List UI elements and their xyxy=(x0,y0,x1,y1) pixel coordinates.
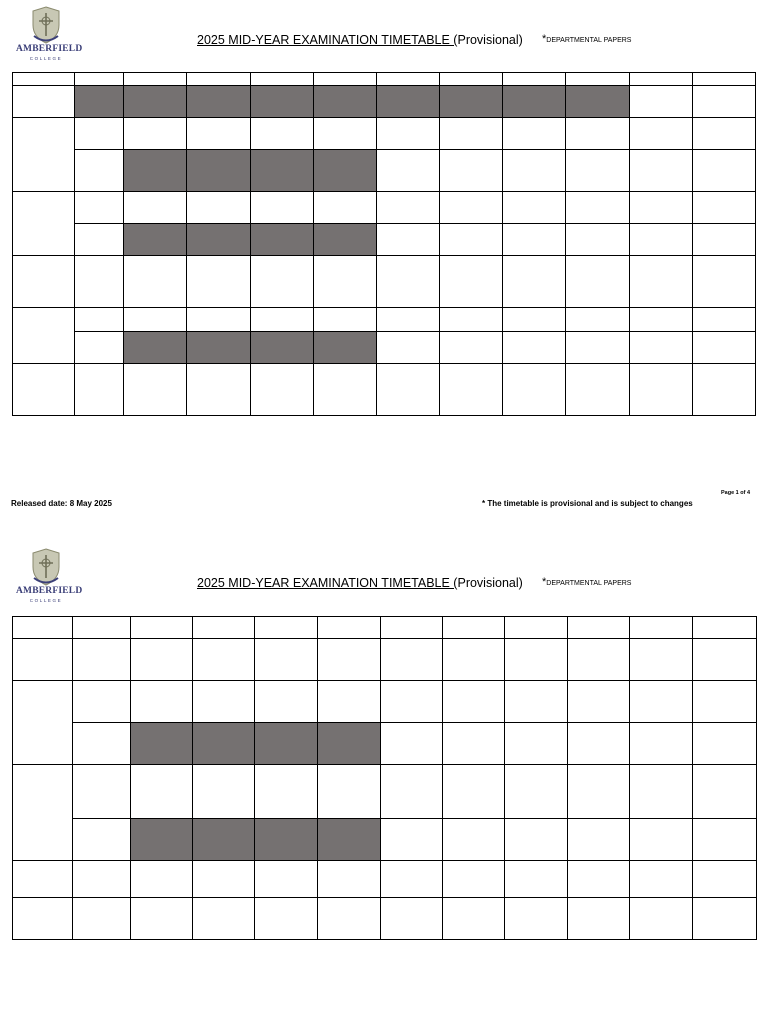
table-row xyxy=(13,256,756,308)
dept-text: DEPARTMENTAL PAPERS xyxy=(546,37,632,44)
table-cell xyxy=(131,861,193,898)
table-cell xyxy=(381,639,443,681)
table-cell xyxy=(440,192,503,224)
table-cell xyxy=(75,150,124,192)
table-cell xyxy=(566,224,629,256)
header-cell xyxy=(193,617,255,639)
table-cell xyxy=(131,765,193,819)
page-title xyxy=(197,576,523,590)
shaded-cell xyxy=(313,224,376,256)
table-cell xyxy=(250,308,313,332)
table-cell xyxy=(566,150,629,192)
header-cell xyxy=(376,73,439,86)
shaded-cell xyxy=(503,86,566,118)
table-cell xyxy=(503,256,566,308)
departmental-papers-label xyxy=(542,576,631,588)
shaded-cell xyxy=(193,723,255,765)
shaded-cell xyxy=(187,224,250,256)
shaded-cell xyxy=(187,332,250,364)
school-subtitle: COLLEGE xyxy=(29,56,63,61)
table-cell xyxy=(187,118,250,150)
table-cell xyxy=(629,192,692,224)
day-cell xyxy=(13,118,75,192)
table-cell xyxy=(376,364,439,416)
header-cell xyxy=(255,617,318,639)
table-cell xyxy=(566,118,629,150)
released-date: Released date: 8 May 2025 xyxy=(11,499,112,508)
header-cell xyxy=(250,73,313,86)
table-cell xyxy=(255,681,318,723)
table-cell xyxy=(75,224,124,256)
table-cell xyxy=(193,898,255,940)
table-row xyxy=(13,723,757,765)
table-cell xyxy=(692,224,755,256)
table-cell xyxy=(443,723,505,765)
shaded-cell xyxy=(131,723,193,765)
header-cell xyxy=(629,73,692,86)
table-cell xyxy=(73,681,131,723)
table-row xyxy=(13,681,757,723)
page-number: Page 1 of 4 xyxy=(721,490,751,496)
table-cell xyxy=(566,332,629,364)
shaded-cell xyxy=(131,819,193,861)
table-cell xyxy=(568,681,630,723)
table-row xyxy=(13,118,756,150)
table-cell xyxy=(318,861,381,898)
school-subtitle: COLLEGE xyxy=(29,598,63,603)
page-title xyxy=(197,33,523,47)
table-cell xyxy=(318,765,381,819)
dept-text: DEPARTMENTAL PAPERS xyxy=(546,580,632,587)
table-row xyxy=(13,639,757,681)
shield-crest-icon xyxy=(30,6,62,44)
table-cell xyxy=(313,118,376,150)
table-cell xyxy=(630,765,693,819)
day-cell xyxy=(13,861,73,898)
shaded-cell xyxy=(187,150,250,192)
table-cell xyxy=(75,364,124,416)
table-cell xyxy=(505,639,568,681)
table-row xyxy=(13,364,756,416)
table-cell xyxy=(505,898,568,940)
table-cell xyxy=(692,308,755,332)
table-cell xyxy=(566,192,629,224)
shaded-cell xyxy=(124,86,187,118)
table-row xyxy=(13,224,756,256)
shaded-cell xyxy=(313,150,376,192)
table-cell xyxy=(73,861,131,898)
table-cell xyxy=(503,118,566,150)
table-cell xyxy=(131,898,193,940)
table-cell xyxy=(131,639,193,681)
table-cell xyxy=(568,639,630,681)
shaded-cell xyxy=(318,723,381,765)
day-cell xyxy=(13,86,75,118)
table-cell xyxy=(568,765,630,819)
table-cell xyxy=(381,681,443,723)
shaded-cell xyxy=(376,86,439,118)
table-cell xyxy=(187,192,250,224)
table-cell xyxy=(255,898,318,940)
shaded-cell xyxy=(250,86,313,118)
table-cell xyxy=(443,765,505,819)
table-cell xyxy=(313,364,376,416)
table-cell xyxy=(505,861,568,898)
table-cell xyxy=(381,819,443,861)
day-cell xyxy=(13,898,73,940)
table-cell xyxy=(505,723,568,765)
table-cell xyxy=(692,332,755,364)
table-cell xyxy=(440,118,503,150)
header-cell xyxy=(73,617,131,639)
shaded-cell xyxy=(313,332,376,364)
school-name: AMBERFIELD xyxy=(16,44,83,54)
table-cell xyxy=(381,861,443,898)
table-cell xyxy=(381,898,443,940)
table-cell xyxy=(443,639,505,681)
table-cell xyxy=(255,861,318,898)
table-row xyxy=(13,192,756,224)
shaded-cell xyxy=(124,224,187,256)
table-cell xyxy=(250,118,313,150)
table-cell xyxy=(250,256,313,308)
table-cell xyxy=(505,819,568,861)
shaded-cell xyxy=(255,723,318,765)
table-cell xyxy=(73,765,131,819)
table-cell xyxy=(376,150,439,192)
school-logo xyxy=(16,548,83,604)
table-cell xyxy=(255,639,318,681)
header-cell xyxy=(503,73,566,86)
table-cell xyxy=(692,364,755,416)
timetable-grid-page-2 xyxy=(12,616,757,940)
table-row xyxy=(13,86,756,118)
table-cell xyxy=(381,723,443,765)
table-cell xyxy=(630,723,693,765)
asterisk-marker: * xyxy=(542,576,547,588)
title-underlined: 2025 MID-YEAR EXAMINATION TIMETABLE ( xyxy=(197,576,458,590)
table-cell xyxy=(503,332,566,364)
table-cell xyxy=(75,118,124,150)
table-row xyxy=(13,150,756,192)
day-cell xyxy=(13,681,73,765)
shield-crest-icon xyxy=(30,548,62,586)
shaded-cell xyxy=(250,224,313,256)
table-cell xyxy=(693,819,757,861)
table-cell xyxy=(313,256,376,308)
table-row xyxy=(13,861,757,898)
table-cell xyxy=(503,308,566,332)
table-cell xyxy=(568,861,630,898)
shaded-cell xyxy=(440,86,503,118)
table-cell xyxy=(692,118,755,150)
header-cell xyxy=(313,73,376,86)
table-cell xyxy=(250,364,313,416)
table-cell xyxy=(124,118,187,150)
table-cell xyxy=(73,723,131,765)
table-cell xyxy=(73,639,131,681)
header-cell xyxy=(568,617,630,639)
table-cell xyxy=(131,681,193,723)
table-cell xyxy=(566,256,629,308)
table-cell xyxy=(318,898,381,940)
shaded-cell xyxy=(75,86,124,118)
table-cell xyxy=(693,898,757,940)
table-cell xyxy=(187,364,250,416)
table-cell xyxy=(630,861,693,898)
table-cell xyxy=(318,639,381,681)
table-cell xyxy=(568,723,630,765)
table-cell xyxy=(693,765,757,819)
table-cell xyxy=(313,308,376,332)
table-cell xyxy=(505,765,568,819)
table-cell xyxy=(443,898,505,940)
table-cell xyxy=(630,639,693,681)
header-cell xyxy=(630,617,693,639)
table-cell xyxy=(193,861,255,898)
table-row xyxy=(13,819,757,861)
school-name: AMBERFIELD xyxy=(16,586,83,596)
table-cell xyxy=(629,224,692,256)
header-cell xyxy=(443,617,505,639)
table-cell xyxy=(693,723,757,765)
header-cell xyxy=(692,73,755,86)
table-row xyxy=(13,898,757,940)
table-cell xyxy=(75,256,124,308)
table-cell xyxy=(630,819,693,861)
table-cell xyxy=(381,765,443,819)
table-cell xyxy=(124,308,187,332)
table-cell xyxy=(313,192,376,224)
table-cell xyxy=(692,256,755,308)
timetable-grid-page-1 xyxy=(12,72,756,416)
table-cell xyxy=(124,364,187,416)
table-cell xyxy=(443,861,505,898)
table-cell xyxy=(376,224,439,256)
header-cell xyxy=(566,73,629,86)
table-row xyxy=(13,765,757,819)
day-cell xyxy=(13,639,73,681)
header-cell xyxy=(381,617,443,639)
table-cell xyxy=(443,681,505,723)
shaded-cell xyxy=(124,150,187,192)
table-cell xyxy=(692,192,755,224)
title-underlined: 2025 MID-YEAR EXAMINATION TIMETABLE ( xyxy=(197,33,458,47)
header-cell xyxy=(13,73,75,86)
day-cell xyxy=(13,364,75,416)
departmental-papers-label xyxy=(542,33,631,45)
table-cell xyxy=(693,639,757,681)
title-provisional: Provisional) xyxy=(457,33,523,47)
table-cell xyxy=(73,898,131,940)
table-cell xyxy=(693,681,757,723)
header-cell xyxy=(187,73,250,86)
table-cell xyxy=(255,765,318,819)
table-cell xyxy=(124,192,187,224)
day-cell xyxy=(13,256,75,308)
shaded-cell xyxy=(566,86,629,118)
table-cell xyxy=(376,332,439,364)
shaded-cell xyxy=(318,819,381,861)
day-cell xyxy=(13,765,73,861)
asterisk-marker: * xyxy=(542,33,547,45)
table-cell xyxy=(440,332,503,364)
header-cell xyxy=(13,617,73,639)
shaded-cell xyxy=(255,819,318,861)
shaded-cell xyxy=(250,332,313,364)
header-cell xyxy=(75,73,124,86)
table-header-row xyxy=(13,617,757,639)
table-cell xyxy=(75,332,124,364)
table-cell xyxy=(566,364,629,416)
table-cell xyxy=(503,192,566,224)
table-cell xyxy=(187,256,250,308)
table-header-row xyxy=(13,73,756,86)
table-cell xyxy=(692,150,755,192)
table-cell xyxy=(568,819,630,861)
table-cell xyxy=(440,364,503,416)
table-cell xyxy=(250,192,313,224)
table-cell xyxy=(376,118,439,150)
table-cell xyxy=(505,681,568,723)
table-cell xyxy=(566,308,629,332)
shaded-cell xyxy=(250,150,313,192)
table-cell xyxy=(630,898,693,940)
header-cell xyxy=(124,73,187,86)
table-cell xyxy=(75,308,124,332)
table-cell xyxy=(629,150,692,192)
table-row xyxy=(13,308,756,332)
header-cell xyxy=(318,617,381,639)
table-cell xyxy=(124,256,187,308)
table-cell xyxy=(693,861,757,898)
shaded-cell xyxy=(313,86,376,118)
table-cell xyxy=(193,639,255,681)
table-row xyxy=(13,332,756,364)
table-cell xyxy=(503,224,566,256)
shaded-cell xyxy=(187,86,250,118)
shaded-cell xyxy=(124,332,187,364)
provisional-note: * The timetable is provisional and is subject to changes xyxy=(482,499,693,508)
header-cell xyxy=(693,617,757,639)
table-cell xyxy=(193,765,255,819)
table-cell xyxy=(193,681,255,723)
header-cell xyxy=(131,617,193,639)
table-cell xyxy=(443,819,505,861)
table-cell xyxy=(692,86,755,118)
table-cell xyxy=(629,118,692,150)
header-cell xyxy=(440,73,503,86)
table-cell xyxy=(73,819,131,861)
table-cell xyxy=(503,150,566,192)
table-cell xyxy=(630,681,693,723)
table-cell xyxy=(440,256,503,308)
table-cell xyxy=(440,224,503,256)
title-provisional: Provisional) xyxy=(457,576,523,590)
day-cell xyxy=(13,308,75,364)
table-cell xyxy=(440,308,503,332)
table-cell xyxy=(629,332,692,364)
day-cell xyxy=(13,192,75,256)
table-cell xyxy=(376,308,439,332)
table-cell xyxy=(568,898,630,940)
table-cell xyxy=(75,192,124,224)
table-cell xyxy=(629,308,692,332)
table-cell xyxy=(503,364,566,416)
table-cell xyxy=(629,86,692,118)
header-cell xyxy=(505,617,568,639)
school-logo xyxy=(16,6,83,62)
shaded-cell xyxy=(193,819,255,861)
table-cell xyxy=(440,150,503,192)
table-cell xyxy=(318,681,381,723)
table-cell xyxy=(629,364,692,416)
table-cell xyxy=(376,192,439,224)
table-cell xyxy=(629,256,692,308)
table-cell xyxy=(376,256,439,308)
table-cell xyxy=(187,308,250,332)
